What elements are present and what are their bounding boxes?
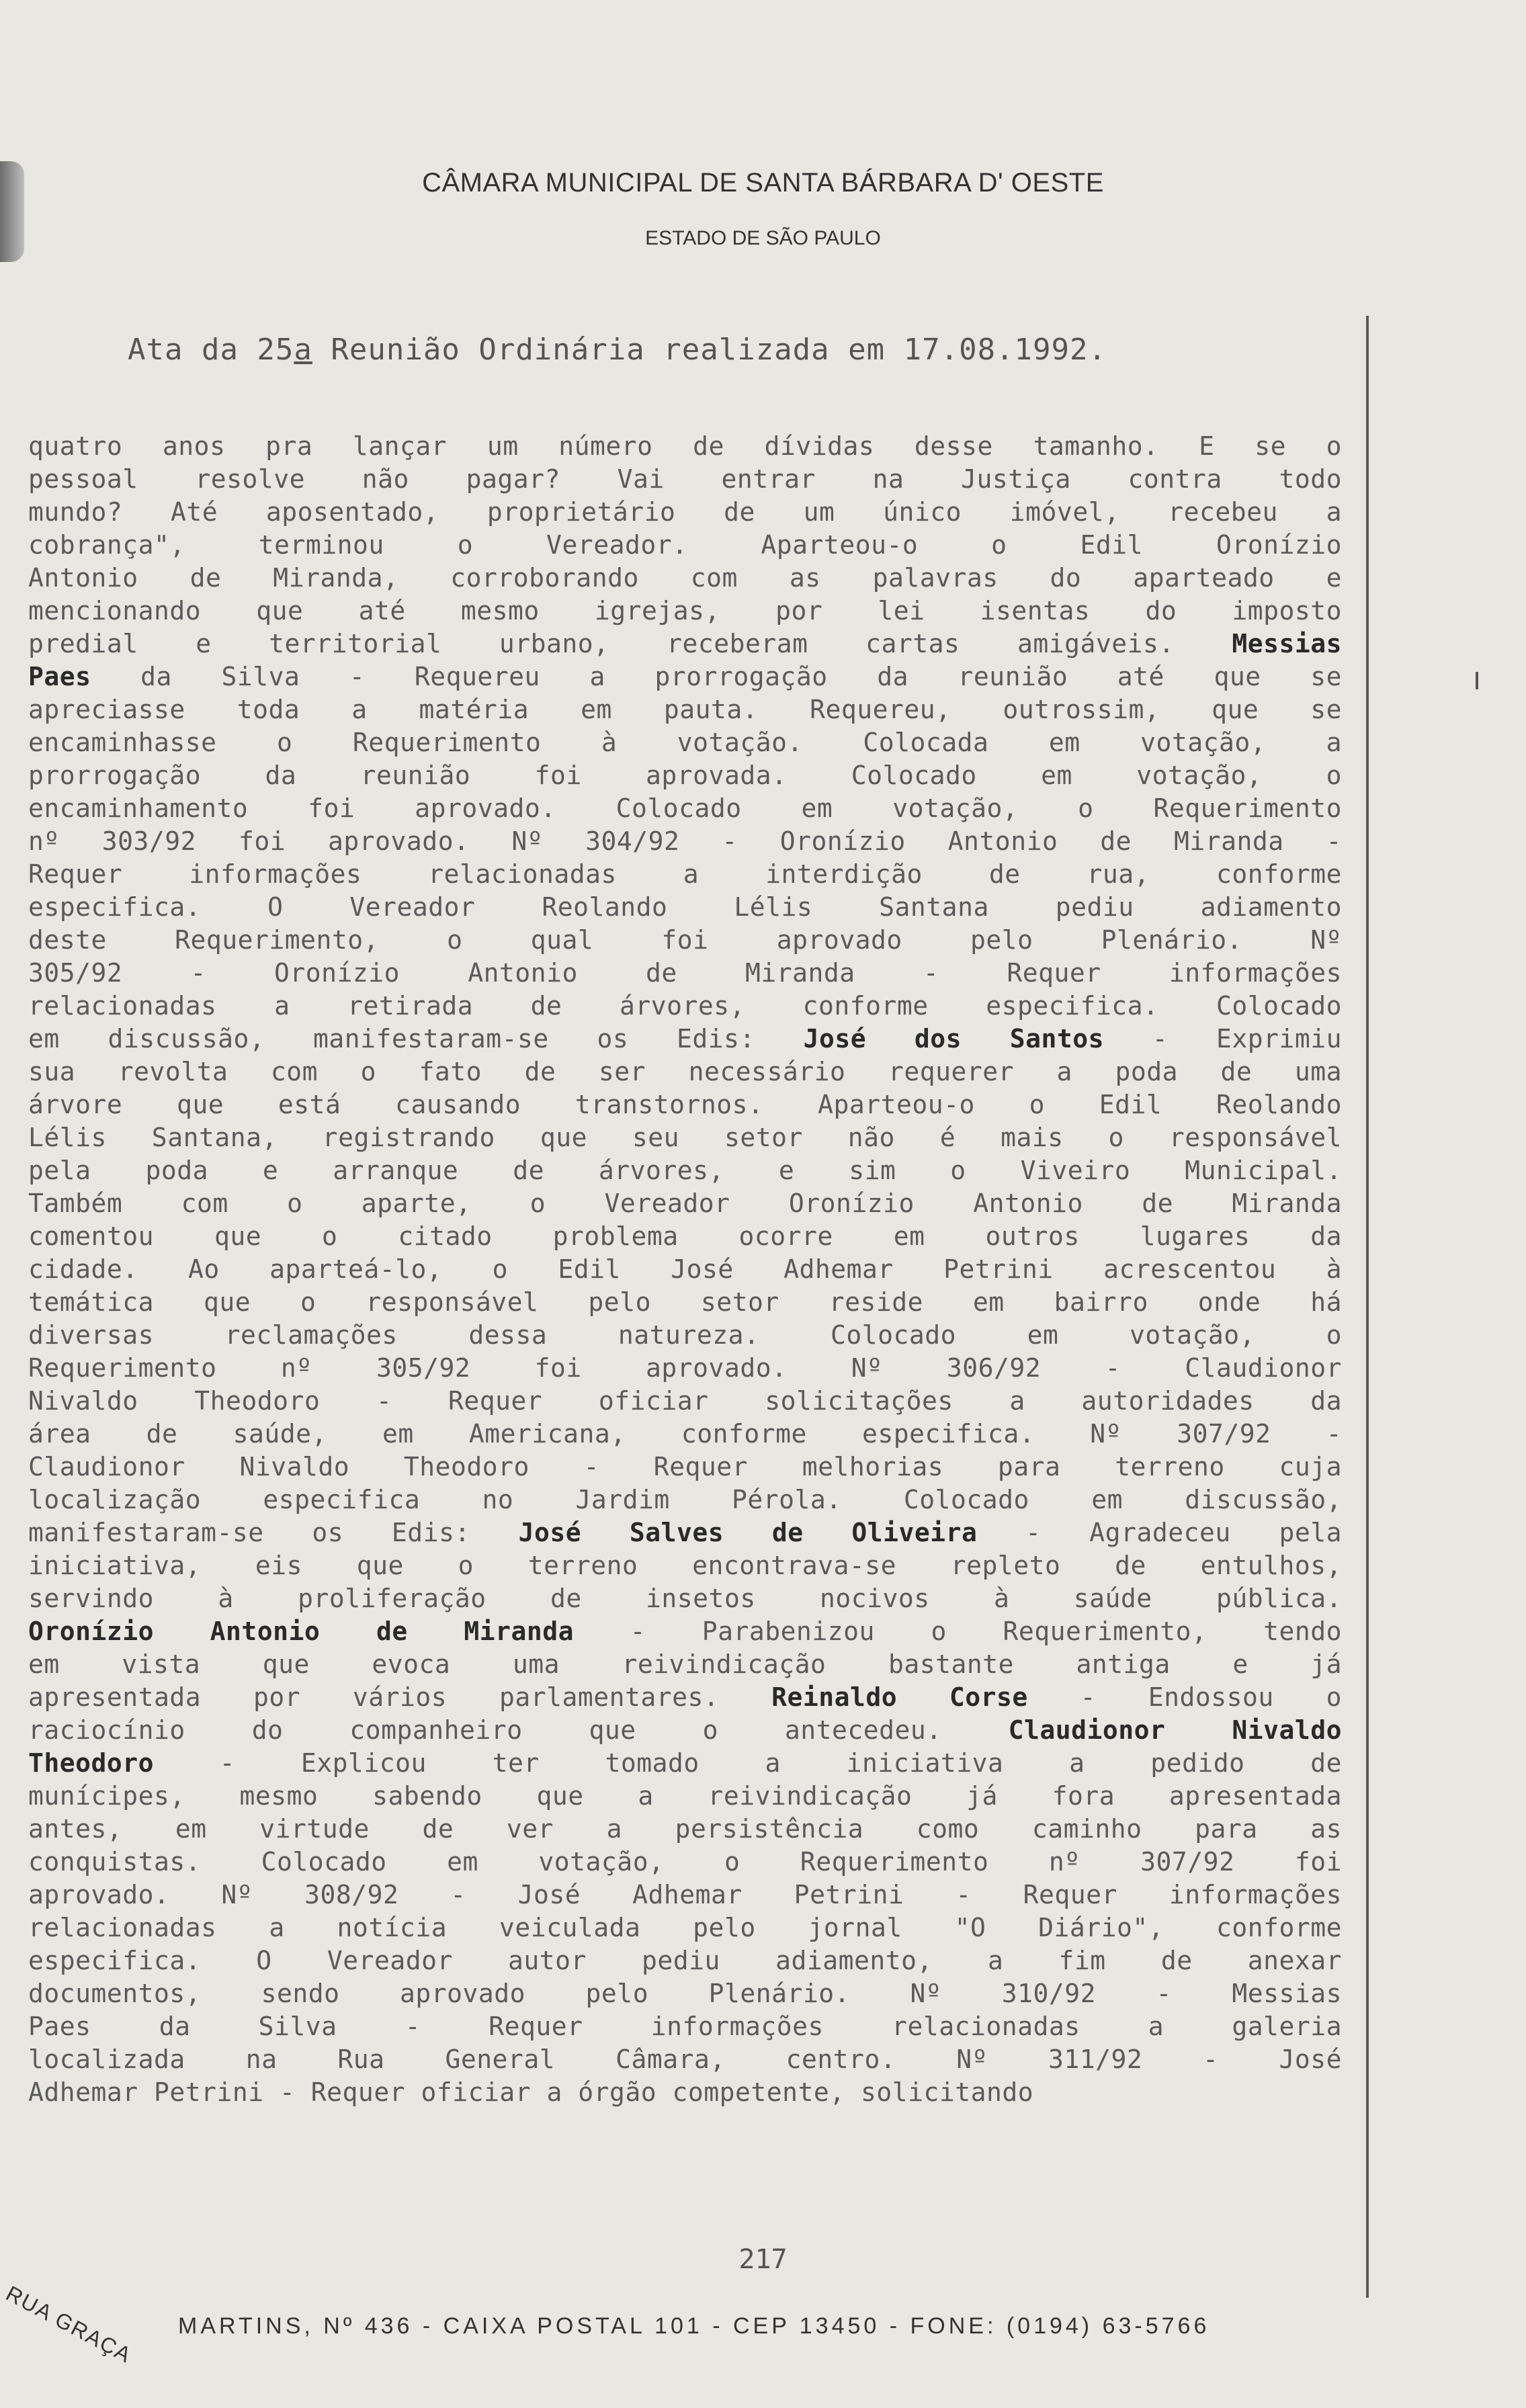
body-line: sua revolta com o fato de ser necessário requerer a poda de uma [28,1057,1342,1086]
body-line-text: da Silva - Requereu a prorrogação da reunião até que se [140,662,1342,691]
page-number: 217 [738,2244,788,2275]
body-line-text: apresentada por vários parlamentares. [28,1682,720,1712]
body-line [28,1747,1342,1780]
body-line: localizada na Rua General Câmara, centro. Nº 311/92 - José [28,2045,1342,2074]
body-line: cidade. Ao aparteá-lo, o Edil José Adhemar Petrini acrescentou à [28,1254,1342,1284]
body-line: diversas reclamações dessa natureza. Colocado em votação, o [28,1320,1342,1350]
body-line: Adhemar Petrini - Requer oficiar a órgão competente, solicitando [28,2077,1034,2107]
body-line: cobrança", terminou o Vereador. Aparteou-o o Edil Oronízio [28,530,1342,560]
body-line-text: - Parabenizou o Requerimento, tendo [630,1617,1342,1646]
title-prefix: Ata da 25 [128,333,294,367]
body-line: árvore que está causando transtornos. Aparteou-o o Edil Reolando [28,1090,1342,1119]
body-line [28,1023,1342,1056]
body-line-text: raciocínio do companheiro que o antecedeu. [28,1715,942,1745]
body-line: Nivaldo Theodoro - Requer oficiar solicitações a autoridades da [28,1386,1342,1416]
body-line: quatro anos pra lançar um número de dívidas desse tamanho. E se o [28,431,1342,461]
body-line: Antonio de Miranda, corroborando com as palavras do aparteado e [28,563,1342,593]
speaker-name: Oronízio Antonio de Miranda [28,1617,575,1646]
speaker-name: Messias [1232,629,1342,658]
title-ordinal: a [294,333,312,367]
footer-address: MARTINS, Nº 436 - CAIXA POSTAL 101 - CEP 13450 - FONE: (0194) 63-5766 [178,2313,1210,2339]
body-line-text: - Exprimiu [1104,1024,1342,1054]
speaker-name: Reinaldo Corse [771,1682,1028,1712]
body-line: 305/92 - Oronízio Antonio de Miranda - Requer informações [28,958,1342,988]
body-line: especifica. O Vereador Reolando Lélis Santana pediu adiamento [28,892,1342,922]
body-line-text: predial e territorial urbano, receberam cartas amigáveis. [28,629,1175,658]
body-line: munícipes, mesmo sabendo que a reivindicação já fora apresentada [28,1781,1342,1811]
body-line: conquistas. Colocado em votação, o Requerimento nº 307/92 foi [28,1847,1342,1877]
body-line [28,1615,1342,1648]
margin-rule [1366,316,1369,2298]
body-line: Requer informações relacionadas a interdição de rua, conforme [28,859,1342,889]
body-line: relacionadas a notícia veiculada pelo jornal "O Diário", conforme [28,1913,1342,1942]
body-line-text: manifestaram-se os Edis: [28,1518,470,1547]
body-line: especifica. O Vereador autor pediu adiamento, a fim de anexar [28,1946,1342,1975]
body-line: nº 303/92 foi aprovado. Nº 304/92 - Oronízio Antonio de Miranda - [28,826,1342,856]
body-line: em vista que evoca uma reivindicação bastante antiga e já [28,1649,1342,1679]
body-line-text: - Endossou o [1027,1682,1342,1712]
body-line: mundo? Até aposentado, proprietário de um único imóvel, recebeu a [28,497,1342,527]
body-line: comentou que o citado problema ocorre em outros lugares da [28,1221,1342,1251]
state-name: ESTADO DE SÃO PAULO [645,227,881,249]
body-line: antes, em virtude de ver a persistência como caminho para as [28,1814,1342,1844]
document-title [128,333,1107,367]
body-line: Lélis Santana, registrando que seu setor não é mais o responsável [28,1123,1342,1152]
body-line-text: - Explicou ter tomado a iniciativa a pedido de [219,1748,1342,1778]
speaker-name: Claudionor Nivaldo [1008,1715,1343,1745]
body-line: relacionadas a retirada de árvores, conforme especifica. Colocado [28,991,1342,1021]
speaker-name: José dos Santos [803,1024,1105,1054]
body-line: Também com o aparte, o Vereador Oronízio Antonio de Miranda [28,1189,1342,1218]
speaker-name: José Salves de Oliveira [518,1518,978,1547]
body-line: servindo à proliferação de insetos nocivos à saúde pública. [28,1584,1342,1613]
body-line: Paes da Silva - Requer informações relacionadas a galeria [28,2012,1342,2041]
body-line [28,1714,1342,1747]
body-line: encaminhasse o Requerimento à votação. Colocada em votação, a [28,728,1342,757]
body-line: documentos, sendo aprovado pelo Plenário. Nº 310/92 - Messias [28,1979,1342,2008]
body-line-text: - Agradeceu pela [977,1518,1342,1547]
body-line: Claudionor Nivaldo Theodoro - Requer melhorias para terreno cuja [28,1452,1342,1481]
body-line: prorrogação da reunião foi aprovada. Colocado em votação, o [28,761,1342,790]
speaker-name: Paes [28,662,91,691]
body-line: apreciasse toda a matéria em pauta. Requereu, outrossim, que se [28,695,1342,724]
body-line: temática que o responsável pelo setor reside em bairro onde há [28,1287,1342,1317]
body-line: pela poda e arranque de árvores, e sim o Viveiro Municipal. [28,1156,1342,1185]
body-line: área de saúde, em Americana, conforme especifica. Nº 307/92 - [28,1419,1342,1449]
body-line [28,628,1342,660]
body-line: pessoal resolve não pagar? Vai entrar na Justiça contra todo [28,464,1342,494]
title-suffix: Reunião Ordinária realizada em 17.08.1992. [312,333,1107,367]
body-line: mencionando que até mesmo igrejas, por lei isentas do imposto [28,596,1342,626]
speaker-name: Theodoro [28,1748,155,1778]
body-line [28,660,1342,693]
body-line [28,1681,1342,1714]
minutes-body [28,430,1342,2109]
margin-tick [1476,672,1478,689]
body-line: localização especifica no Jardim Pérola. Colocado em discussão, [28,1485,1342,1514]
body-line: deste Requerimento, o qual foi aprovado pelo Plenário. Nº [28,925,1342,955]
body-line: Requerimento nº 305/92 foi aprovado. Nº 306/92 - Claudionor [28,1353,1342,1383]
body-line-text: em discussão, manifestaram-se os Edis: [28,1024,755,1054]
organization-name: CÂMARA MUNICIPAL DE SANTA BÁRBARA D' OESTE [422,168,1104,198]
body-line: iniciativa, eis que o terreno encontrava-se repleto de entulhos, [28,1551,1342,1580]
body-line: encaminhamento foi aprovado. Colocado em votação, o Requerimento [28,793,1342,823]
body-line [28,1516,1342,1549]
body-line: aprovado. Nº 308/92 - José Adhemar Petrini - Requer informações [28,1880,1342,1909]
letterhead-footer [2,2281,1492,2368]
footer-street: RUA GRAÇA [2,2281,136,2368]
